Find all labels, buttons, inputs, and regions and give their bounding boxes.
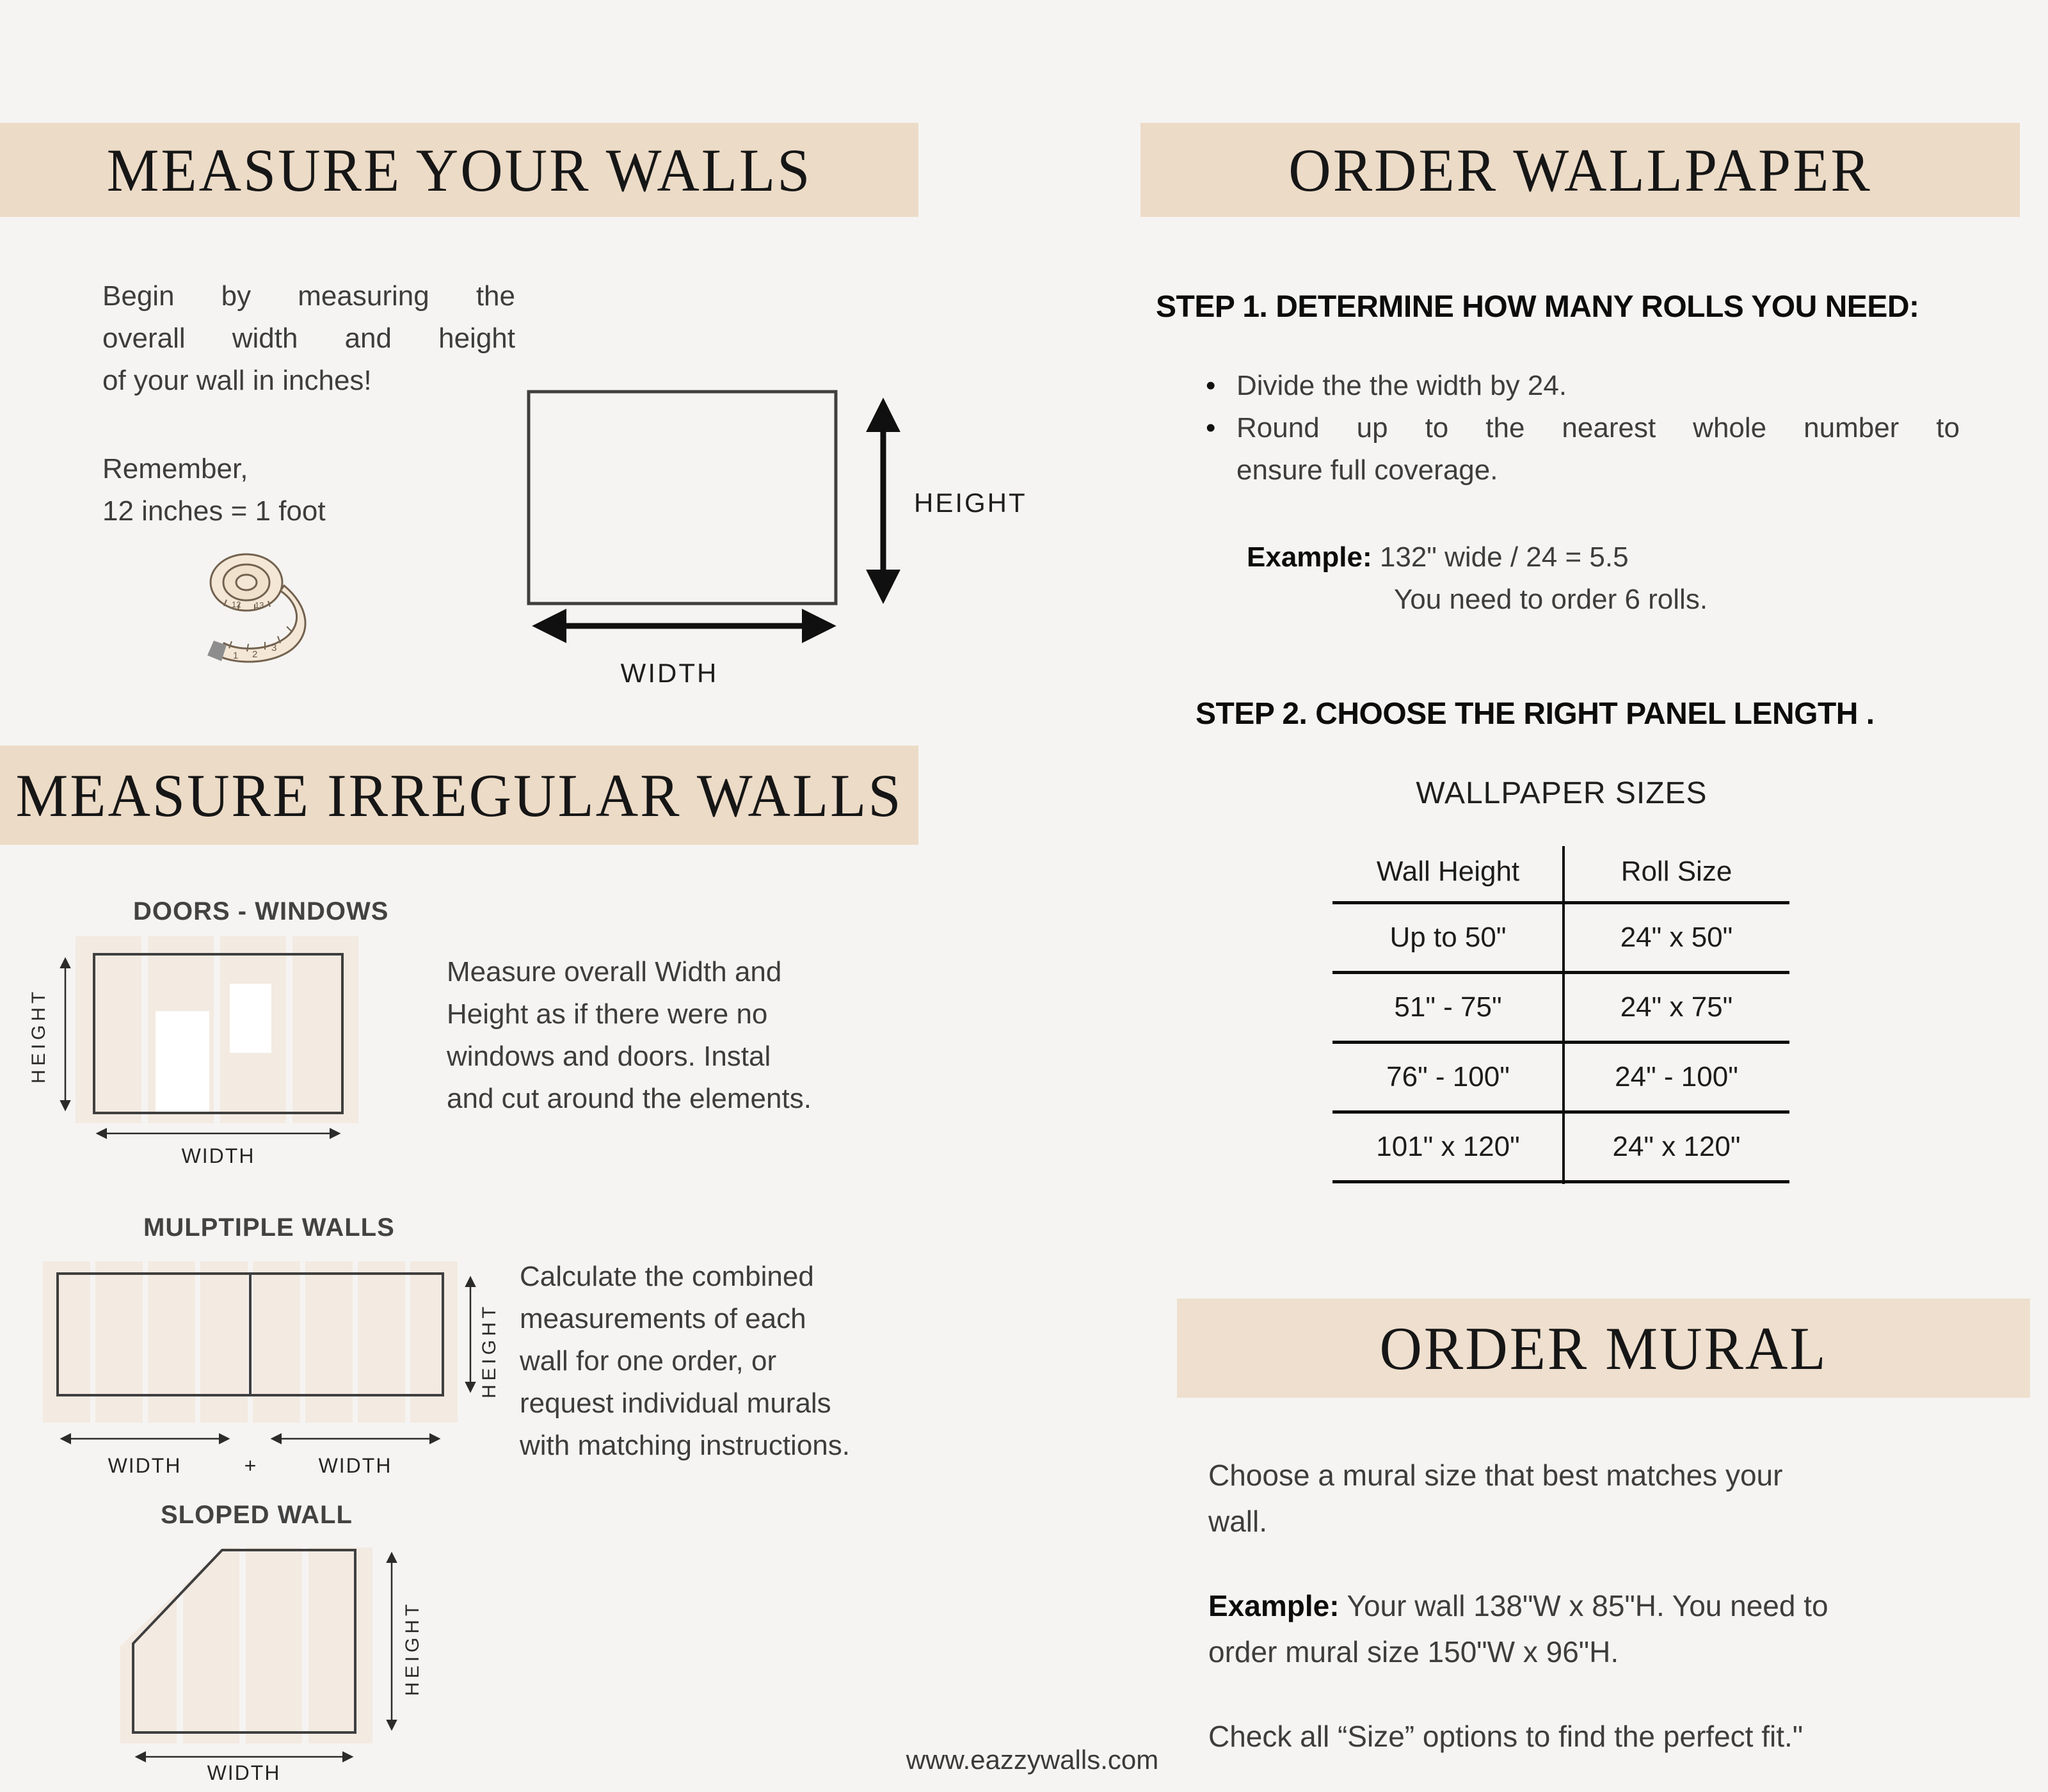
order-mural-header-bar [1177, 1299, 2030, 1398]
remember-line: 12 inches = 1 foot [102, 495, 326, 527]
plus-sign: + [244, 1454, 258, 1477]
width-label: WIDTH [620, 658, 719, 688]
order-wallpaper-header-bar [1140, 123, 2020, 217]
cell-wall-height: 51" - 75" [1394, 991, 1502, 1023]
doors-text-line: Measure overall Width and [447, 956, 782, 988]
height-label: HEIGHT [28, 988, 49, 1084]
step1-example-line2: You need to order 6 rolls. [1394, 584, 1708, 615]
bullet-item: Divide the the width by 24. [1236, 370, 1567, 401]
mural-example-line2: order mural size 150"W x 96"H. [1208, 1635, 1619, 1668]
column-header-wall-height: Wall Height [1376, 856, 1520, 887]
tape-number: 13 [255, 600, 264, 610]
table-row [1332, 1044, 1789, 1110]
bullet-dot: • [1206, 412, 1216, 444]
doors-windows-heading: DOORS - WINDOWS [133, 897, 389, 925]
step1-heading: STEP 1. DETERMINE HOW MANY ROLLS YOU NEED: [1156, 290, 1919, 324]
table-row [1332, 974, 1789, 1041]
tape-number: 2 [252, 649, 258, 660]
tape-number: 1 [233, 650, 239, 661]
wallpaper-sizes-table [1332, 842, 1789, 1188]
mural-example-line [1208, 1585, 1828, 1627]
doors-text-line: Height as if there were no [447, 998, 768, 1030]
tape-number: 3 [271, 643, 277, 653]
wallpaper-sizes-title: WALLPAPER SIZES [1416, 776, 1708, 810]
door-cutout [156, 1011, 209, 1112]
width-label: WIDTH [181, 1144, 255, 1167]
doors-windows-diagram [38, 931, 435, 1174]
measure-walls-title: MEASURE YOUR WALLS [106, 136, 812, 204]
irregular-walls-title: MEASURE IRREGULAR WALLS [15, 761, 903, 829]
cell-roll-size: 24" - 100" [1615, 1061, 1738, 1092]
cell-roll-size: 24" x 75" [1620, 991, 1733, 1023]
cell-wall-height: Up to 50" [1389, 922, 1507, 953]
wall-rectangle [529, 392, 836, 604]
multiple-text-line: wall for one order, or [520, 1345, 777, 1377]
cell-roll-size: 24" x 50" [1620, 922, 1733, 953]
sloped-wall-heading: SLOPED WALL [161, 1501, 353, 1529]
multiple-text-line: Calculate the combined [520, 1261, 814, 1292]
multiple-walls-heading: MULPTIPLE WALLS [143, 1213, 395, 1242]
width-label: WIDTH [318, 1454, 392, 1477]
bullet-item: Round up to the nearest whole number to [1236, 412, 1960, 444]
step2-heading: STEP 2. CHOOSE THE RIGHT PANEL LENGTH . [1196, 697, 1875, 731]
table-header-row [1332, 842, 1789, 901]
tape-number: 12 [232, 600, 241, 609]
mural-check-line: Check all “Size” options to find the perfect fit." [1208, 1720, 1804, 1753]
example-value: 132" wide / 24 = 5.5 [1379, 541, 1629, 573]
column-header-roll-size: Roll Size [1620, 856, 1732, 887]
width-label: WIDTH [207, 1761, 281, 1784]
cell-wall-height: 101" x 120" [1376, 1131, 1520, 1162]
order-mural-title: ORDER MURAL [1379, 1314, 1828, 1382]
remember-line: Remember, [102, 453, 248, 484]
example-rest: Your wall 138"W x 85"H. You need to [1347, 1589, 1828, 1622]
height-label: HEIGHT [914, 488, 1027, 518]
cell-wall-height: 76" - 100" [1386, 1061, 1510, 1092]
table-row [1332, 1114, 1789, 1180]
footer-url: www.eazzywalls.com [906, 1745, 1159, 1775]
table-rule [1332, 1180, 1789, 1183]
table-row [1332, 904, 1789, 971]
step1-example-line [1247, 536, 1629, 579]
height-label: HEIGHT [479, 1302, 500, 1398]
intro-line: of your wall in inches! [102, 365, 372, 396]
bullet-item-continued: ensure full coverage. [1236, 454, 1498, 486]
intro-line: Begin by measuring the [102, 280, 515, 312]
window-cutout [230, 984, 271, 1053]
cell-roll-size: 24" x 120" [1612, 1131, 1741, 1162]
example-label: Example: [1247, 541, 1372, 573]
multiple-text-line: with matching instructions. [520, 1430, 850, 1461]
mural-para-line: Choose a mural size that best matches your [1208, 1459, 1783, 1492]
doors-text-line: and cut around the elements. [447, 1083, 812, 1114]
width-label: WIDTH [108, 1454, 182, 1477]
multiple-walls-diagram [43, 1258, 555, 1456]
multiple-text-line: measurements of each [520, 1303, 806, 1334]
mural-para-line: wall. [1208, 1505, 1268, 1538]
irregular-walls-header-bar [0, 746, 918, 845]
intro-line: overall width and height [102, 323, 515, 354]
tape-measure-illustration [198, 547, 333, 666]
order-wallpaper-title: ORDER WALLPAPER [1288, 136, 1872, 204]
doors-text-line: windows and doors. Instal [447, 1041, 771, 1072]
height-label: HEIGHT [402, 1600, 423, 1696]
measure-walls-header-bar [0, 123, 918, 217]
sloped-wall-diagram [96, 1536, 454, 1792]
multiple-text-line: request individual murals [520, 1388, 831, 1419]
bullet-dot: • [1206, 370, 1216, 401]
example-label: Example: [1208, 1589, 1340, 1622]
